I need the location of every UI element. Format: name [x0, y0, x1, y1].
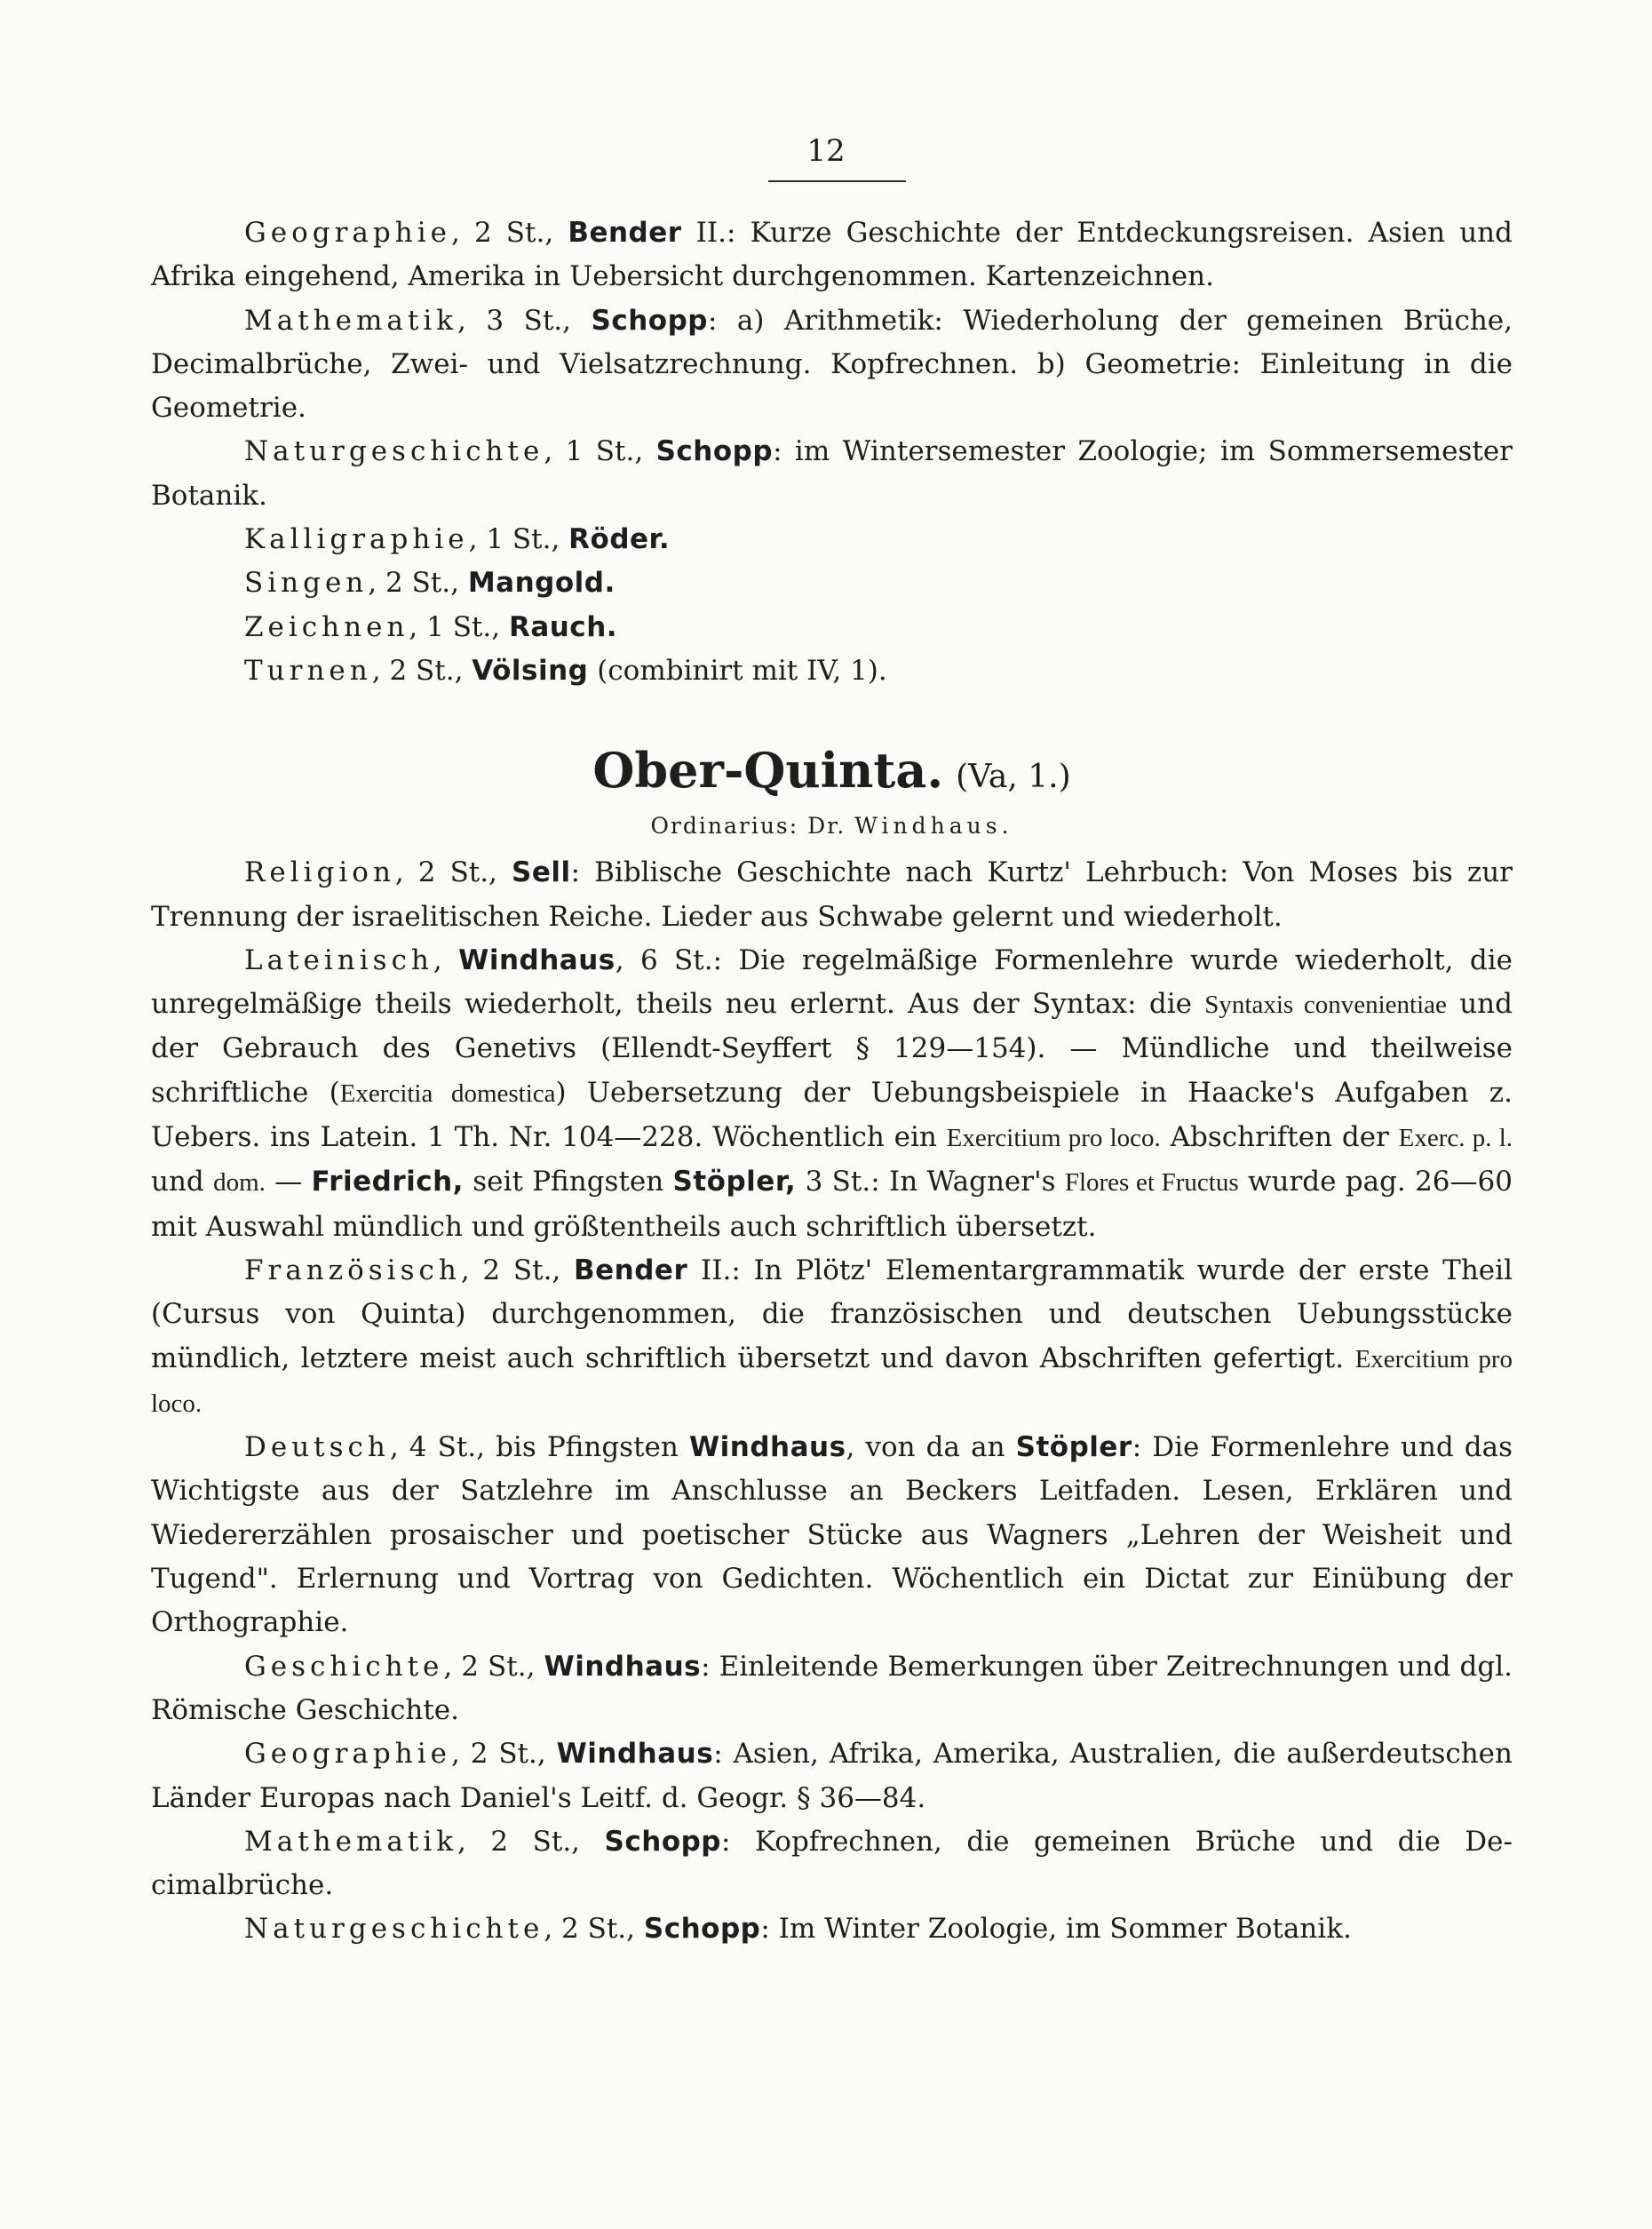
paragraph-religion: Religion, 2 St., Sell: Biblische Geschichte nach Kurtz' Lehrbuch: Von Moses bis zur Trennung der israelitischen Reiche. Lieder aus Schwabe gelernt und wiederholt.: [151, 856, 1513, 933]
paragraph-lateinisch: Lateinisch, Windhaus, 6 St.: Die regelmäßige Formenlehre wurde wiederholt, die unregelmäßige theils wiederholt, theils neu erlernt. Aus der Syntax: die Syntaxis convenientiae und der Gebrauch des Genetivs (Ellendt-Seyffert § 129—154). — Mündliche und theilweise schriftliche (Exercitia domestica) Uebersetzung der Uebungsbeispiele in Haacke's Aufgaben z. Uebers. ins Latein. 1 Th. Nr. 104—228. Wöchentlich ein Exercitium pro loco. Abschriften der Exerc. p. l. und dom. — Friedrich, seit Pfingsten Stöpler, 3 St.: In Wagner's Flores et Fructus wurde pag. 26—60 mit Auswahl mündlich und größtentheils auch schriftlich übersetzt.: [151, 943, 1513, 1243]
ordinarius-label: Ordinarius: Dr.: [650, 813, 846, 840]
teacher-name: Röder.: [568, 523, 671, 556]
subject-label: Französisch: [244, 1254, 461, 1286]
latin-term: Flores et Fructus: [1064, 1168, 1239, 1198]
teacher-name: Friedrich,: [311, 1166, 464, 1198]
subject-label: Naturgeschichte: [244, 435, 544, 468]
subject-label: Geographie: [244, 217, 451, 249]
teacher-name: Schopp: [604, 1825, 721, 1858]
paragraph-franzoesisch: Französisch, 2 St., Bender II.: In Plötz' Elementargrammatik wurde der erste Theil (Cursus von Quinta) durchgenommen, die französischen und deutschen Uebungsstücke mündlich, letztere meist auch schriftlich übersetzt und davon Abschriften gefertigt. Exercitium pro loco.: [151, 1254, 1513, 1418]
subject-label: Religion: [244, 856, 395, 889]
subject-label: Mathematik: [244, 1825, 458, 1858]
subject-label: Singen: [244, 567, 369, 600]
page-body: [151, 211, 1513, 1952]
section-title: Ober-Quinta.: [592, 742, 944, 800]
teacher-name: Schopp: [643, 1913, 761, 1946]
paragraph-naturgeschichte-1: Naturgeschichte, 1 St., Schopp: im Wintersemester Zoologie; im Sommersemester Botanik.: [151, 435, 1513, 512]
teacher-name: Stöpler,: [672, 1166, 797, 1198]
paragraph-turnen: Turnen, 2 St., Völsing (combinirt mit IV, 1).: [244, 654, 887, 687]
latin-term: Exerc. p. l.: [1398, 1124, 1513, 1153]
teacher-name: Windhaus: [458, 943, 616, 976]
subject-label: Deutsch: [244, 1431, 390, 1464]
paragraph-geographie-1: Geographie, 2 St., Bender II.: Kurze Geschichte der Entdeckungsreisen. Asien und Afrika eingehend, Amerika in Uebersicht durchgenommen. Kartenzeichnen.: [151, 217, 1513, 293]
latin-term: dom.: [213, 1168, 266, 1198]
paragraph-kalligraphie: Kalligraphie, 1 St., Röder.: [244, 523, 671, 556]
teacher-name: Windhaus: [556, 1738, 714, 1771]
page-number-rule: [768, 180, 906, 182]
subject-label: Lateinisch: [244, 943, 433, 976]
teacher-name: Rauch.: [508, 610, 618, 643]
subject-label: Turnen: [244, 654, 372, 687]
teacher-name: Mangold.: [467, 567, 616, 600]
subject-label: Geschichte: [244, 1650, 444, 1683]
paragraph-deutsch: Deutsch, 4 St., bis Pfingsten Windhaus, von da an Stöpler: Die Formenlehre und das Wichtigste aus der Satzlehre im Anschlusse an Beckers Leitfaden. Lesen, Erklären und Wiedererzählen prosaischer und poetischer Stücke aus Wagners „Lehren der Weisheit und Tugend". Erlernung und Vortrag von Gedichten. Wöchentlich ein Dictat zur Einübung der Orthographie.: [151, 1431, 1513, 1639]
paragraph-mathematik-2: Mathematik, 2 St., Schopp: Kopfrechnen, die gemeinen Brüche und die Decimalbrüche.: [151, 1825, 1513, 1902]
paragraph-geschichte: Geschichte, 2 St., Windhaus: Einleitende Bemerkungen über Zeitrechnungen und dgl. Römische Geschichte.: [151, 1650, 1513, 1726]
paragraph-zeichnen: Zeichnen, 1 St., Rauch.: [244, 610, 618, 643]
subject-label: Zeichnen: [244, 610, 409, 643]
paragraph-geographie-2: Geographie, 2 St., Windhaus: Asien, Afrika, Amerika, Australien, die außerdeutschen Länder Europas nach Daniel's Leitf. d. Geogr. § 36—84.: [151, 1738, 1513, 1814]
ordinarius-line: [151, 807, 1513, 846]
subject-label: Naturgeschichte: [244, 1913, 544, 1946]
teacher-name: Bender: [568, 217, 682, 249]
latin-term: Exercitia domestica: [339, 1079, 556, 1108]
latin-term: Exercitium pro loco.: [946, 1124, 1161, 1153]
subject-label: Mathematik: [244, 304, 458, 337]
latin-term: Exercitium pro loco.: [151, 1344, 1513, 1418]
teacher-name: Sell: [512, 856, 571, 889]
paragraph-singen: Singen, 2 St., Mangold.: [244, 567, 616, 600]
teacher-name: Völsing: [472, 654, 589, 687]
section-heading: [151, 742, 1513, 807]
teacher-name: Bender: [574, 1254, 688, 1286]
subject-label: Geographie: [244, 1738, 451, 1771]
ordinarius-name: Windhaus.: [854, 813, 1013, 840]
paragraph-naturgeschichte-2: Naturgeschichte, 2 St., Schopp: Im Winter Zoologie, im Sommer Botanik.: [244, 1913, 1352, 1946]
subject-label: Kalligraphie: [244, 523, 469, 556]
teacher-name: Windhaus: [688, 1431, 846, 1464]
section-subtitle: (Va, 1.): [956, 759, 1071, 796]
teacher-name: Schopp: [655, 435, 774, 468]
teacher-name: Stöpler: [1015, 1431, 1132, 1464]
paragraph-mathematik-1: Mathematik, 3 St., Schopp: a) Arithmetik: Wiederholung der gemeinen Brüche, Decimalbrüche, Zwei- und Vielsatzrechnung. Kopfrechnen. b) Geometrie: Einleitung in die Geometrie.: [151, 304, 1513, 425]
teacher-name: Schopp: [591, 304, 708, 337]
page-number: 12: [806, 133, 846, 169]
latin-term: Syntaxis convenientiae: [1204, 991, 1447, 1020]
teacher-name: Windhaus: [544, 1650, 702, 1683]
